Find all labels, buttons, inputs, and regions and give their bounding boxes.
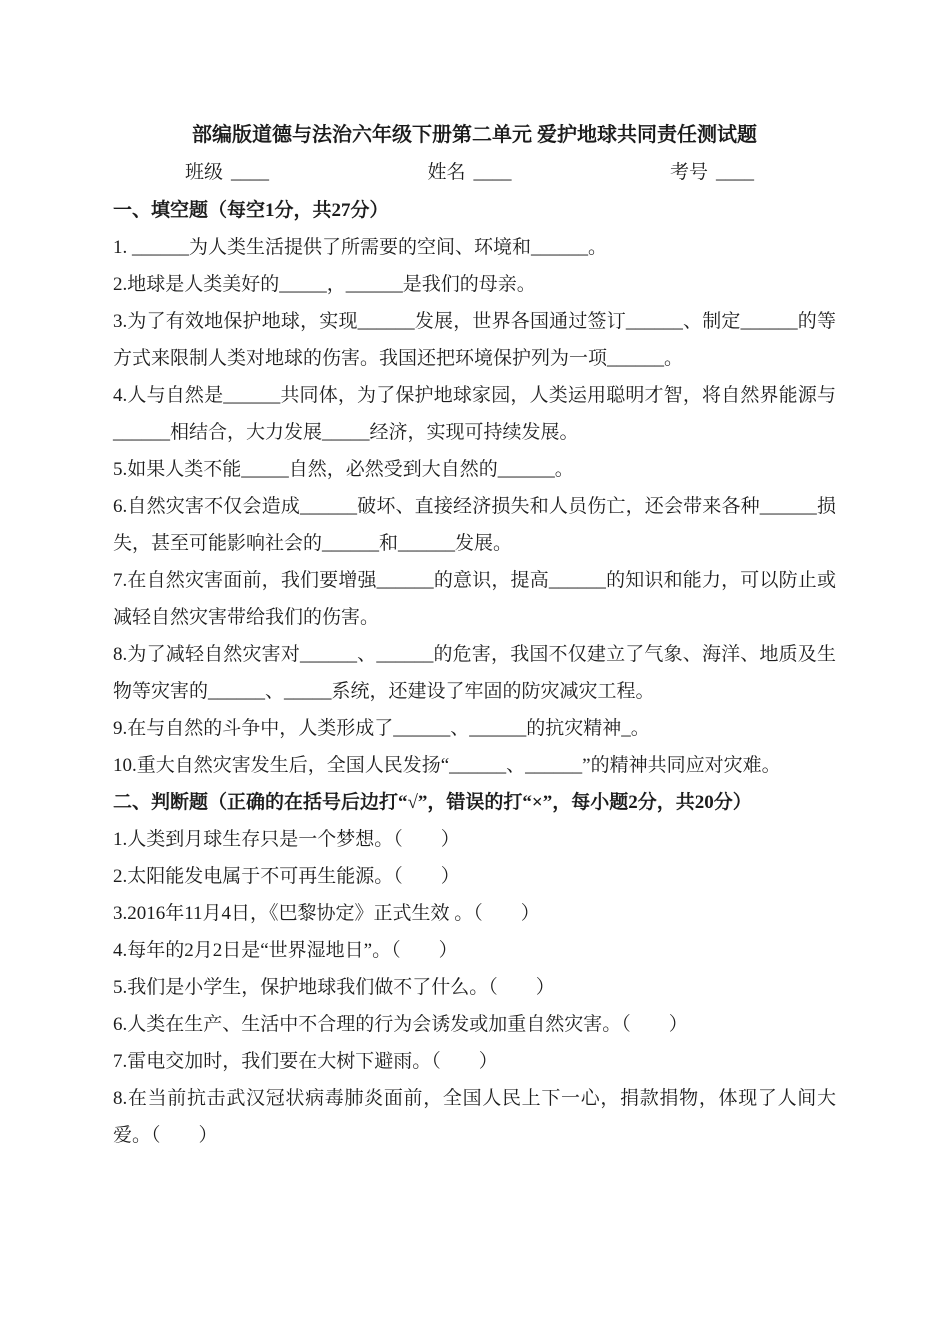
fill-question-5: 5.如果人类不能_____自然，必然受到大自然的______。: [113, 459, 574, 480]
section-fill-heading: 一、填空题（每空1分，共27分）: [113, 200, 389, 221]
class-blank: ____: [231, 162, 270, 183]
exam-no-field: [670, 154, 754, 192]
judge-question-5: 5.我们是小学生，保护地球我们做不了什么。（ ）: [113, 977, 555, 998]
section-judge-heading: 二、判断题（正确的在括号后边打“√”，错误的打“×”，每小题2分，共20分）: [113, 792, 752, 813]
judge-question-7: 7.雷电交加时，我们要在大树下避雨。（ ）: [113, 1051, 498, 1072]
judge-question-8: 8.在当前抗击武汉冠状病毒肺炎面前，全国人民上下一心，捐款捐物，体现了人间大爱。（ ）: [113, 1088, 836, 1146]
name-label: 姓名: [427, 162, 466, 183]
fill-question-10: 10.重大自然灾害发生后，全国人民发扬“______、______”的精神共同应对灾难。: [113, 755, 781, 776]
exam-no-label: 考号: [669, 162, 708, 183]
judge-question-3: 3.2016年11月4日，《巴黎协定》正式生效 。（ ）: [113, 903, 540, 924]
fill-question-1: 1. ______为人类生活提供了所需要的空间、环境和______。: [113, 237, 608, 258]
class-label: 班级: [185, 162, 224, 183]
name-field: [427, 154, 511, 192]
student-info-row: [113, 154, 836, 192]
judge-question-1: 1.人类到月球生存只是一个梦想。（ ）: [113, 829, 460, 850]
fill-question-7: 7.在自然灾害面前，我们要增强______的意识，提高______的知识和能力，可以防止或减轻自然灾害带给我们的伤害。: [113, 570, 836, 628]
exam-no-blank: ____: [715, 162, 754, 183]
fill-question-8: 8.为了减轻自然灾害对______、______的危害，我国不仅建立了气象、海洋、地质及生物等灾害的______、_____系统，还建设了牢固的防灾减灾工程。: [113, 644, 836, 702]
judge-question-2: 2.太阳能发电属于不可再生能源。（ ）: [113, 866, 460, 887]
fill-question-3: 3.为了有效地保护地球，实现______发展，世界各国通过签订______、制定______的等方式来限制人类对地球的伤害。我国还把环境保护列为一项______。: [113, 311, 836, 369]
fill-question-6: 6.自然灾害不仅会造成______破坏、直接经济损失和人员伤亡，还会带来各种______损失，甚至可能影响社会的______和______发展。: [113, 496, 836, 554]
fill-question-4: 4.人与自然是______共同体，为了保护地球家园，人类运用聪明才智，将自然界能源与______相结合，大力发展_____经济，实现可持续发展。: [113, 385, 836, 443]
fill-question-2: 2.地球是人类美好的_____，______是我们的母亲。: [113, 274, 536, 295]
class-field: [185, 154, 269, 192]
judge-question-6: 6.人类在生产、生活中不合理的行为会诱发或加重自然灾害。（ ）: [113, 1014, 688, 1035]
fill-question-9: 9.在与自然的斗争中，人类形成了______、______的抗灾精神_。: [113, 718, 650, 739]
name-blank: ____: [473, 162, 512, 183]
document-content: [113, 116, 836, 1154]
page-title: 部编版道德与法治六年级下册第二单元 爱护地球共同责任测试题: [192, 124, 757, 146]
judge-question-4: 4.每年的2月2日是“世界湿地日”。（ ）: [113, 940, 458, 961]
